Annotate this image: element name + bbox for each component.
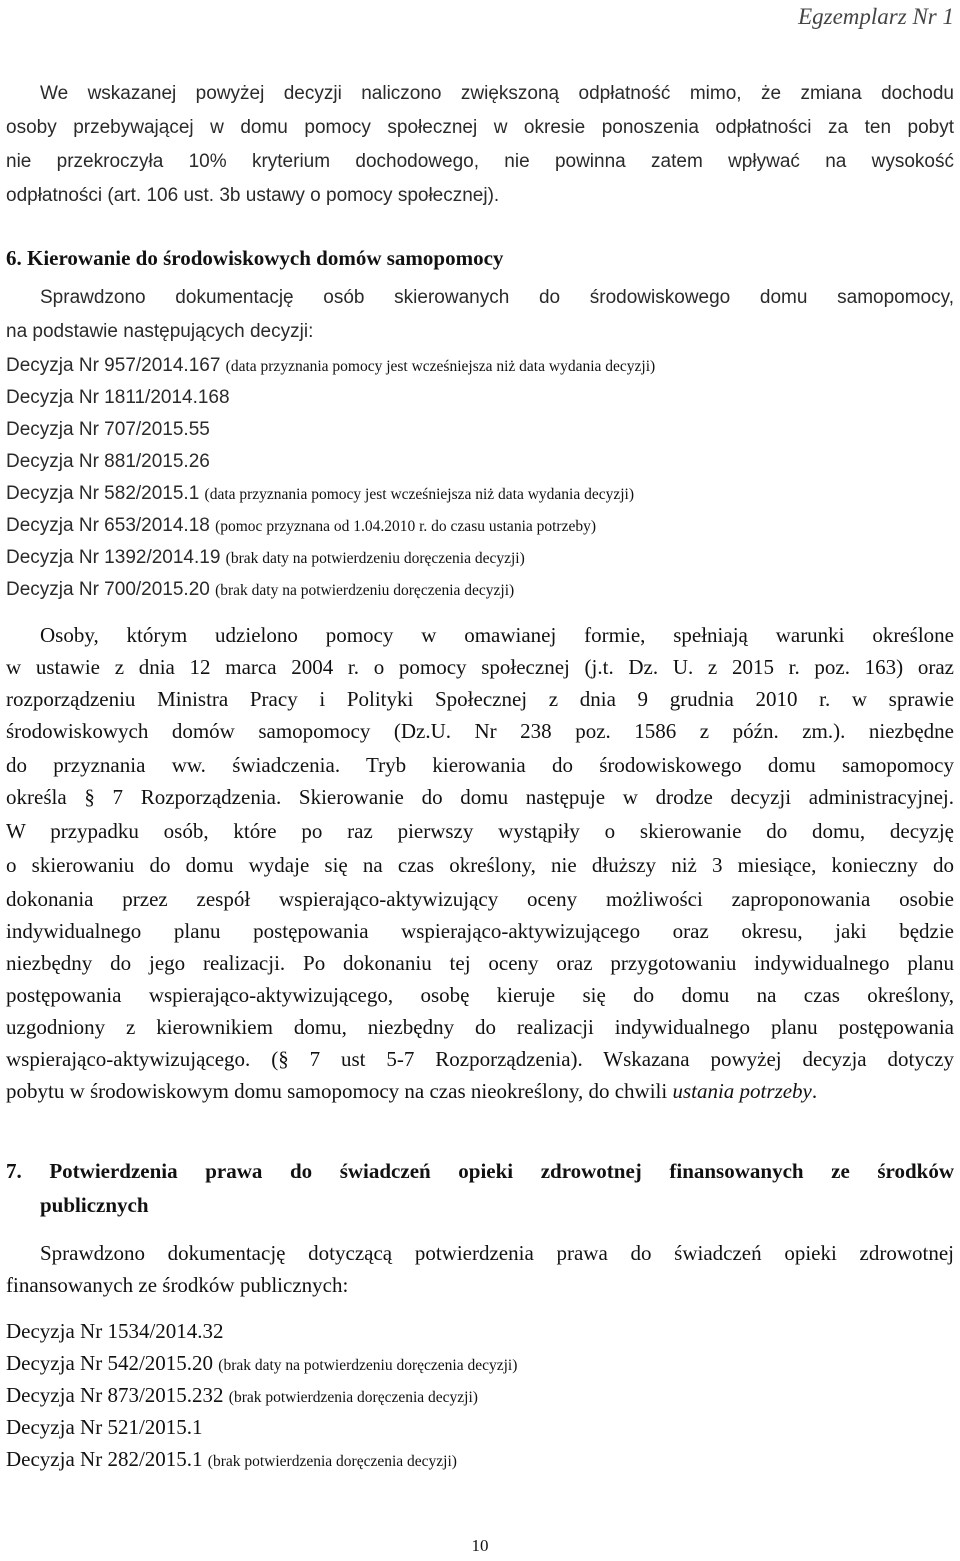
list-item <box>6 546 525 567</box>
text-line: Sprawdzono dokumentację osób skierowanych do środowiskowego domu samopomocy, <box>40 287 954 308</box>
decision-id: Decyzja Nr 707/2015.55 <box>6 419 210 440</box>
decision-id: Decyzja Nr 1811/2014.168 <box>6 387 230 408</box>
text-line: W przypadku osób, które po raz pierwszy wystąpiły o skierowanie do domu, decyzję <box>6 819 954 843</box>
text-line: do przyznania ww. świadczenia. Tryb kierowania do środowiskowego domu samopomocy <box>6 753 954 777</box>
decision-id: Decyzja Nr 1392/2014.19 <box>6 547 221 568</box>
text-line: środowiskowych domów samopomocy (Dz.U. Nr 238 poz. 1586 z późn. zm.). niezbędne <box>6 719 954 743</box>
decision-id: Decyzja Nr 700/2015.20 <box>6 579 210 600</box>
list-item <box>6 482 634 503</box>
text-line: dokonania przez zespół wspierająco-aktywizujący oceny możliwości zaproponowania osobie <box>6 887 954 911</box>
decision-note: (data przyznania pomocy jest wcześniejsza niż data wydania decyzji) <box>225 358 656 375</box>
decision-id: Decyzja Nr 521/2015.1 <box>6 1415 203 1439</box>
list-item <box>6 354 655 375</box>
decision-id: Decyzja Nr 542/2015.20 <box>6 1351 214 1375</box>
list-item <box>6 1417 203 1438</box>
text-line: Sprawdzono dokumentację dotyczącą potwierdzenia prawa do świadczeń opieki zdrowotnej <box>40 1241 954 1265</box>
decision-id: Decyzja Nr 582/2015.1 <box>6 483 200 504</box>
section-heading: 6. Kierowanie do środowiskowych domów samopomocy <box>6 246 504 270</box>
text-line: osoby przebywającej w domu pomocy społecznej w okresie ponoszenia odpłatności za ten pobyt <box>6 117 954 138</box>
decision-note: (brak potwierdzenia doręczenia decyzji) <box>207 1453 457 1470</box>
list-item <box>6 418 210 439</box>
text-line: określa § 7 Rozporządzenia. Skierowanie do domu następuje w drodze decyzji administracyjnej. <box>6 785 954 809</box>
text-line: Osoby, którym udzielono pomocy w omawianej formie, spełniają warunki określone <box>40 623 954 647</box>
list-item <box>6 386 230 407</box>
list-item <box>6 1321 224 1342</box>
text-line: postępowania wspierająco-aktywizującego, osobę kieruje się do domu na czas określony, <box>6 983 954 1007</box>
text-span: . <box>811 1079 818 1103</box>
decision-id: Decyzja Nr 282/2015.1 <box>6 1447 203 1471</box>
decision-note: (brak daty na potwierdzeniu doręczenia decyzji) <box>218 1357 518 1374</box>
section-heading: 7. Potwierdzenia prawa do świadczeń opieki zdrowotnej finansowanych ze środków <box>6 1159 954 1183</box>
text-line: finansowanych ze środków publicznych: <box>6 1273 349 1297</box>
decision-note: (brak potwierdzenia doręczenia decyzji) <box>228 1389 478 1406</box>
decision-id: Decyzja Nr 881/2015.26 <box>6 451 210 472</box>
list-item <box>6 578 514 599</box>
list-item <box>6 1449 457 1470</box>
text-span: pobytu w środowiskowym domu samopomocy na czas nieokreślony, do chwili <box>6 1079 673 1103</box>
copy-number-label: Egzemplarz Nr 1 <box>798 4 954 29</box>
text-line <box>6 1081 817 1102</box>
text-line: indywidualnego planu postępowania wspierająco-aktywizującego oraz okresu, jaki będzie <box>6 919 954 943</box>
decision-id: Decyzja Nr 1534/2014.32 <box>6 1319 224 1343</box>
text-line: nie przekroczyła 10% kryterium dochodowego, nie powinna zatem wpływać na wysokość <box>6 151 954 172</box>
list-item <box>6 514 596 535</box>
text-line: o skierowaniu do domu wydaje się na czas określony, nie dłuższy niż 3 miesiące, konieczny do <box>6 853 954 877</box>
text-line: niezbędny do jego realizacji. Po dokonaniu tej oceny oraz przygotowaniu indywidualnego planu <box>6 951 954 975</box>
text-line: odpłatności (art. 106 ust. 3b ustawy o pomocy społecznej). <box>6 185 500 206</box>
list-item <box>6 1353 517 1374</box>
text-line: uzgodniony z kierownikiem domu, niezbędny do realizacji indywidualnego planu postępowania <box>6 1015 954 1039</box>
decision-note: (pomoc przyznana od 1.04.2010 r. do czasu ustania potrzeby) <box>215 518 597 535</box>
decision-note: (data przyznania pomocy jest wcześniejsza niż data wydania decyzji) <box>204 486 635 503</box>
section-heading-continuation: publicznych <box>40 1193 149 1217</box>
decision-note: (brak daty na potwierdzeniu doręczenia decyzji) <box>215 582 515 599</box>
list-item <box>6 450 210 471</box>
text-line: wspierająco-aktywizującego. (§ 7 ust 5-7 Rozporządzenia). Wskazana powyżej decyzja dotyczy <box>6 1047 954 1071</box>
list-item <box>6 1385 478 1406</box>
text-line: We wskazanej powyżej decyzji naliczono zwiększoną odpłatność mimo, że zmiana dochodu <box>40 83 954 104</box>
decision-note: (brak daty na potwierdzeniu doręczenia decyzji) <box>225 550 525 567</box>
page-number: 10 <box>471 1536 489 1555</box>
text-line: w ustawie z dnia 12 marca 2004 r. o pomocy społecznej (j.t. Dz. U. z 2015 r. poz. 163) oraz <box>6 655 954 679</box>
text-line: rozporządzeniu Ministra Pracy i Polityki Społecznej z dnia 9 grudnia 2010 r. w sprawie <box>6 687 954 711</box>
decision-id: Decyzja Nr 653/2014.18 <box>6 515 210 536</box>
decision-id: Decyzja Nr 957/2014.167 <box>6 355 221 376</box>
decision-id: Decyzja Nr 873/2015.232 <box>6 1383 224 1407</box>
text-line: na podstawie następujących decyzji: <box>6 321 314 342</box>
emphasis-text: ustania potrzeby <box>672 1079 812 1103</box>
